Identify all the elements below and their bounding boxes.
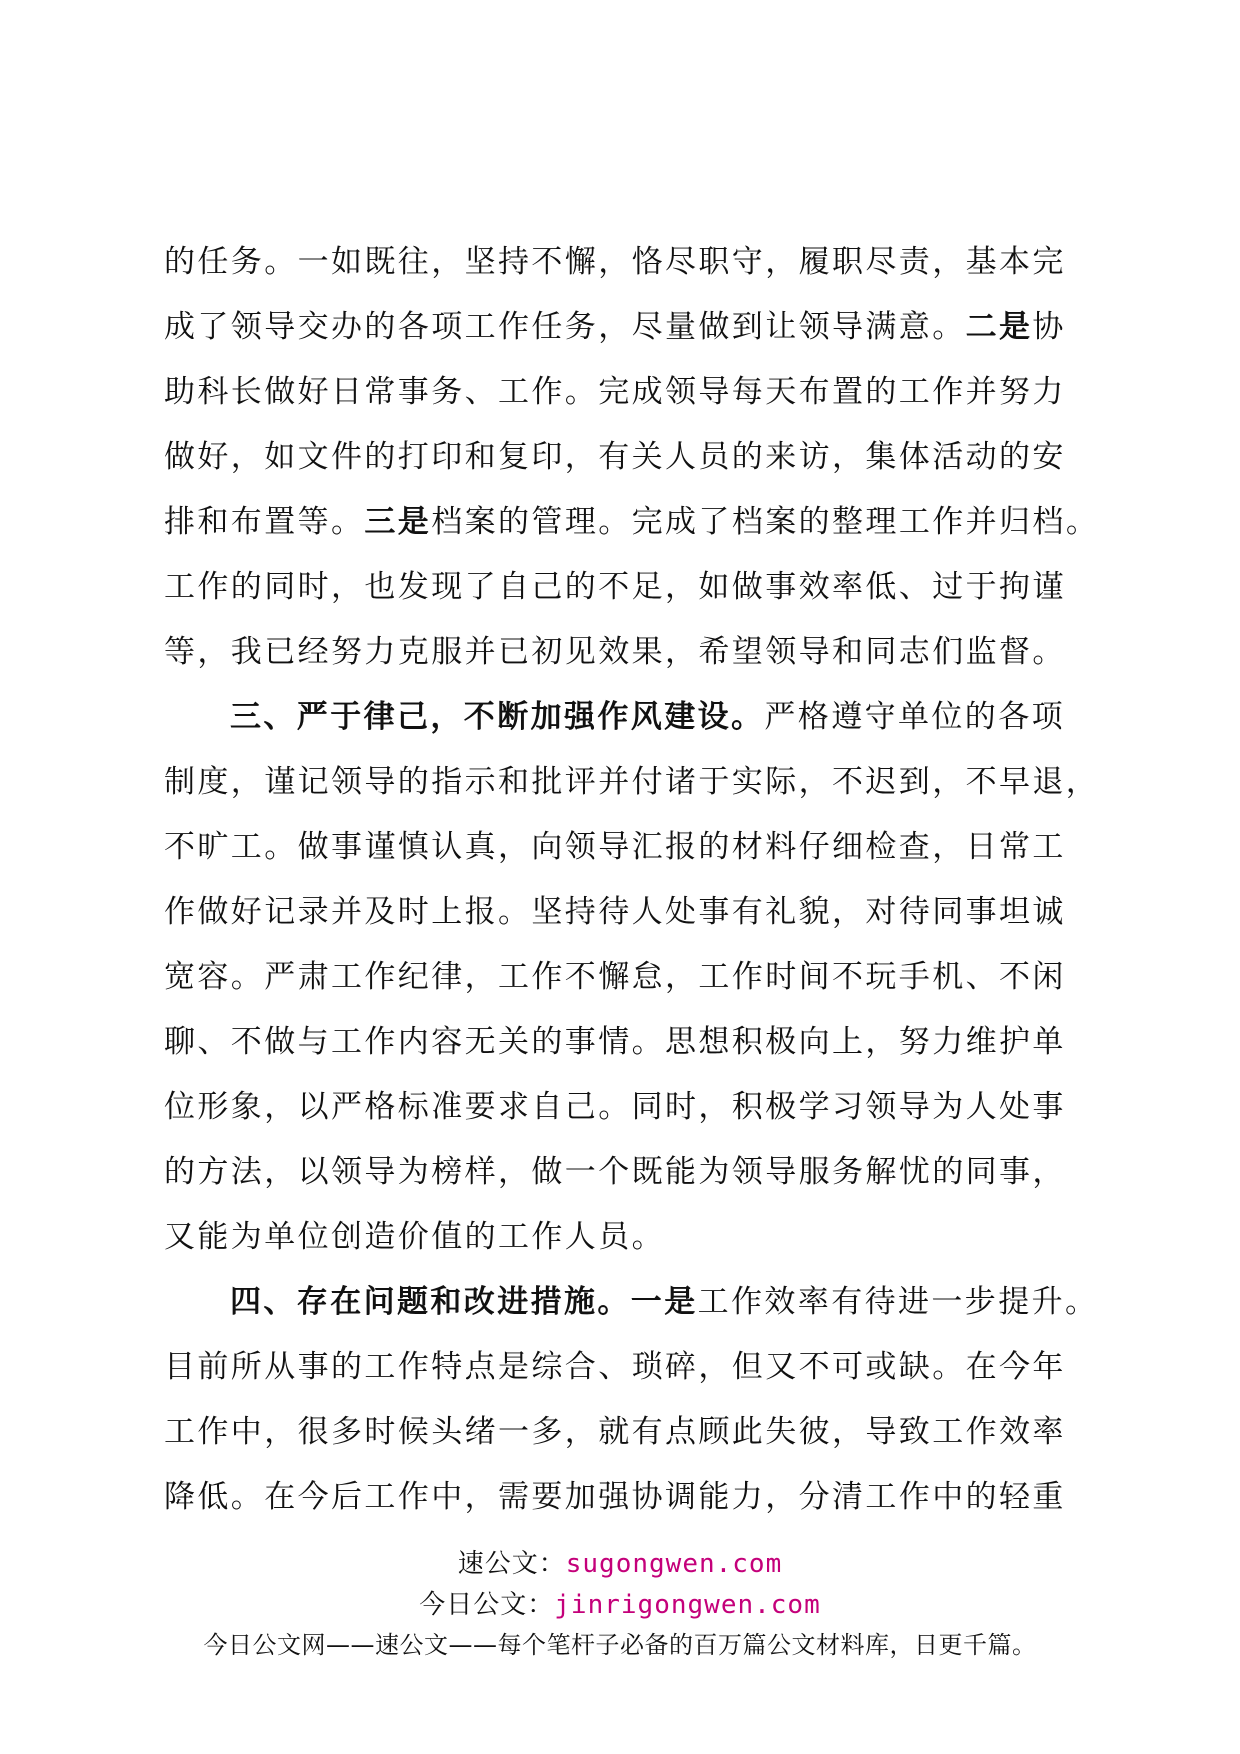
text-line bbox=[164, 815, 1094, 880]
text-segment: 做好，如文件的打印和复印，有关人员的来访，集体活动的安 bbox=[164, 439, 1066, 475]
text-line bbox=[164, 230, 1094, 295]
text-line bbox=[164, 750, 1100, 815]
text-segment: 工作中，很多时候头绪一多，就有点顾此失彼，导致工作效率 bbox=[164, 1414, 1066, 1450]
text-line bbox=[164, 1140, 1094, 1205]
text-line bbox=[164, 620, 1094, 685]
text-line bbox=[164, 1270, 1099, 1335]
text-line bbox=[164, 360, 1094, 425]
footer-jinrigongwen bbox=[0, 1584, 1240, 1621]
text-line bbox=[164, 1400, 1094, 1465]
text-segment: 目前所从事的工作特点是综合、琐碎，但又不可或缺。在今年 bbox=[164, 1349, 1066, 1385]
text-line bbox=[164, 425, 1094, 490]
text-segment: 工作的同时，也发现了自己的不足，如做事效率低、过于拘谨 bbox=[164, 569, 1066, 605]
footer-jinrigongwen-label: 今日公文： bbox=[419, 1590, 555, 1620]
text-line bbox=[164, 1075, 1094, 1140]
text-segment: 降低。在今后工作中，需要加强协调能力，分清工作中的轻重 bbox=[164, 1479, 1066, 1515]
text-line bbox=[164, 490, 1100, 555]
text-segment: 的任务。一如既往，坚持不懈，恪尽职守，履职尽责，基本完 bbox=[164, 244, 1066, 280]
footer-jinrigongwen-link[interactable]: jinrigongwen.com bbox=[554, 1590, 821, 1620]
text-segment: 又能为单位创造价值的工作人员。 bbox=[164, 1219, 665, 1255]
footer-slogan: 今日公文网——速公文——每个笔杆子必备的百万篇公文材料库，日更千篇。 bbox=[203, 1631, 1037, 1659]
text-segment: 位形象，以严格标准要求自己。同时，积极学习领导为人处事 bbox=[164, 1089, 1066, 1125]
text-segment: 等，我已经努力克服并已初见效果，希望领导和同志们监督。 bbox=[164, 634, 1066, 670]
text-line bbox=[164, 880, 1094, 945]
footer-sugongwen bbox=[0, 1543, 1240, 1580]
footer-sugongwen-link[interactable]: sugongwen.com bbox=[565, 1549, 783, 1579]
text-segment: 不旷工。做事谨慎认真，向领导汇报的材料仔细检查，日常工 bbox=[164, 829, 1066, 865]
text-line bbox=[164, 1010, 1094, 1075]
text-segment: 聊、不做与工作内容无关的事情。思想积极向上，努力维护单 bbox=[164, 1024, 1066, 1060]
text-line bbox=[164, 1205, 1094, 1270]
text-segment: 作做好记录并及时上报。坚持待人处事有礼貌，对待同事坦诚 bbox=[164, 894, 1066, 930]
text-segment: 严格遵守单位的各项 bbox=[764, 699, 1066, 735]
text-segment: 排和布置等。 bbox=[164, 504, 365, 540]
text-segment: 的方法，以领导为榜样，做一个既能为领导服务解忧的同事， bbox=[164, 1154, 1066, 1190]
text-line bbox=[164, 555, 1094, 620]
bold-text-segment: 二是 bbox=[965, 309, 1033, 345]
text-segment: 助科长做好日常事务、工作。完成领导每天布置的工作并努力 bbox=[164, 374, 1066, 410]
bold-text-segment: 四、存在问题和改进措施。一是 bbox=[230, 1284, 698, 1320]
bold-text-segment: 三是 bbox=[364, 504, 432, 540]
text-segment: 成了领导交办的各项工作任务，尽量做到让领导满意。 bbox=[164, 309, 966, 345]
text-line bbox=[164, 295, 1094, 360]
text-segment: 宽容。严肃工作纪律，工作不懈怠，工作时间不玩手机、不闲 bbox=[164, 959, 1066, 995]
footer-sugongwen-label: 速公文： bbox=[457, 1549, 566, 1579]
text-line bbox=[164, 945, 1094, 1010]
text-line bbox=[164, 1465, 1094, 1530]
text-segment: 档案的管理。完成了档案的整理工作并归档。 bbox=[431, 504, 1100, 540]
text-line bbox=[164, 1335, 1094, 1400]
text-segment: 制度，谨记领导的指示和批评并付诸于实际，不迟到，不早退， bbox=[164, 764, 1100, 800]
document-body bbox=[164, 230, 1100, 1530]
text-line bbox=[164, 685, 1094, 750]
text-segment: 工作效率有待进一步提升。 bbox=[697, 1284, 1099, 1320]
bold-text-segment: 三、严于律己，不断加强作风建设。 bbox=[230, 699, 765, 735]
text-segment: 协 bbox=[1032, 309, 1066, 345]
